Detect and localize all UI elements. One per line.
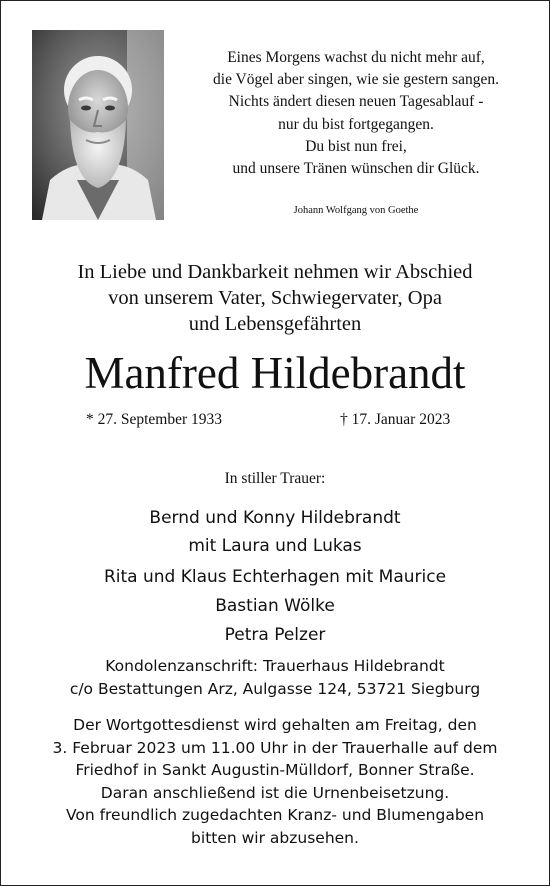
service-line: Daran anschließend ist die Urnenbeisetzung. <box>100 783 450 802</box>
service-line: 3. Februar 2023 um 11.00 Uhr in der Trauerhalle auf dem <box>52 738 498 757</box>
intro-line: In Liebe und Dankbarkeit nehmen wir Abschied <box>77 261 473 283</box>
mourner-line: Bastian Wölke <box>215 596 335 616</box>
mourner-line: Petra Pelzer <box>224 625 326 645</box>
poem <box>180 47 532 180</box>
address-line: Kondolenzanschrift: Trauerhaus Hildebrandt <box>105 657 445 675</box>
deceased-name: Manfred Hildebrandt <box>84 348 466 398</box>
death-date: † 17. Januar 2023 <box>340 411 451 428</box>
poem-line: die Vögel aber singen, wie sie gestern sangen. <box>213 71 499 89</box>
service-line: Von freundlich zugedachten Kranz- und Blumengaben <box>65 806 485 824</box>
farewell-intro <box>0 259 550 337</box>
poem-line: Du bist nun frei, <box>305 137 407 155</box>
poem-line: und unsere Tränen wünschen dir Glück. <box>232 160 480 178</box>
mourners-list <box>0 504 550 649</box>
address-line: c/o Bestattungen Arz, Aulgasse 124, 53721 Siegburg <box>69 680 481 698</box>
portrait-photo <box>32 30 164 220</box>
service-info <box>0 714 550 849</box>
service-line: bitten wir abzusehen. <box>191 828 359 847</box>
service-line: Friedhof in Sankt Augustin-Mülldorf, Bonner Straße. <box>75 761 475 779</box>
intro-line: und Lebensgefährten <box>188 313 362 335</box>
mourner-line: mit Laura und Lukas <box>188 536 362 556</box>
intro-line: von unserem Vater, Schwiegervater, Opa <box>108 287 442 309</box>
mourning-label: In stiller Trauer: <box>224 470 326 487</box>
birth-date: * 27. September 1933 <box>86 411 223 428</box>
mourner-line: Rita und Klaus Echterhagen mit Maurice <box>103 567 447 587</box>
mourner-line: Bernd und Konny Hildebrandt <box>149 508 401 528</box>
poem-line: Eines Morgens wachst du nicht mehr auf, <box>227 49 485 66</box>
poem-line: nur du bist fortgegangen. <box>278 115 434 133</box>
portrait-image <box>32 30 164 220</box>
poem-author: Johann Wolfgang von Goethe <box>293 205 419 216</box>
service-line: Der Wortgottesdienst wird gehalten am Freitag, den <box>73 716 477 734</box>
condolence-address <box>0 655 550 701</box>
poem-line: Nichts ändert diesen neuen Tagesablauf - <box>228 93 484 111</box>
